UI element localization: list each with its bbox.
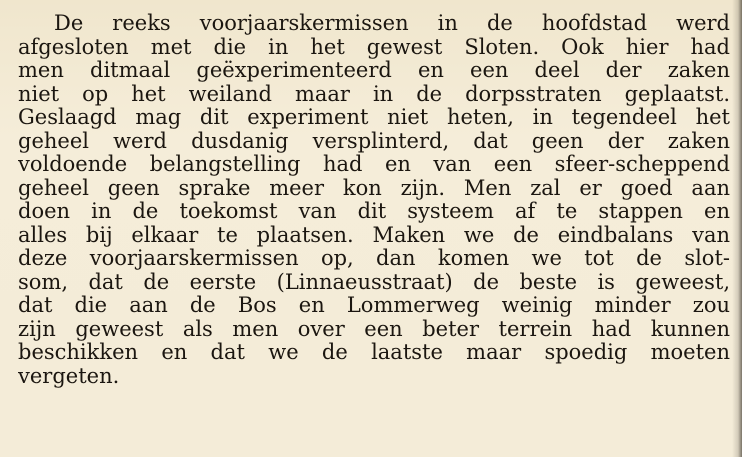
text-line: De reeks voorjaarskermissen in de hoofdstad werd bbox=[54, 12, 730, 35]
text-line: beschikken en dat we de laatste maar spoedig moeten bbox=[18, 341, 730, 364]
text-line: vergeten. bbox=[18, 364, 120, 388]
text-line: som, dat de eerste (Linnaeusstraat) de beste is geweest, bbox=[18, 270, 730, 294]
text-line: afgesloten met die in het gewest Sloten. Ook hier had bbox=[18, 35, 730, 59]
cut-off-heading bbox=[14, 0, 134, 4]
text-line: voldoende belangstelling had en van een sfeer-scheppend bbox=[18, 153, 730, 176]
text-line: zijn geweest als men over een beter terrein had kunnen bbox=[18, 317, 730, 341]
text-line: doen in de toekomst van dit systeem af te stappen en bbox=[18, 200, 730, 223]
text-line: men ditmaal geëxperimenteerd en een deel der zaken bbox=[18, 59, 730, 82]
text-line: dat die aan de Bos en Lommerweg weinig minder zou bbox=[18, 294, 730, 317]
text-line: geheel werd dusdanig versplinterd, dat geen der zaken bbox=[18, 129, 730, 153]
text-line: alles bij elkaar te plaatsen. Maken we de eindbalans van bbox=[18, 223, 730, 247]
article-paragraph bbox=[18, 12, 730, 388]
text-line: niet op het weiland maar in de dorpsstraten geplaatst. bbox=[18, 82, 730, 106]
page-edge-shadow bbox=[732, 0, 742, 457]
text-line: geheel geen sprake meer kon zijn. Men zal er goed aan bbox=[18, 176, 730, 200]
text-line: deze voorjaarskermissen op, dan komen we tot de slot- bbox=[18, 247, 730, 270]
text-line: Geslaagd mag dit experiment niet heten, in tegendeel het bbox=[18, 106, 730, 129]
